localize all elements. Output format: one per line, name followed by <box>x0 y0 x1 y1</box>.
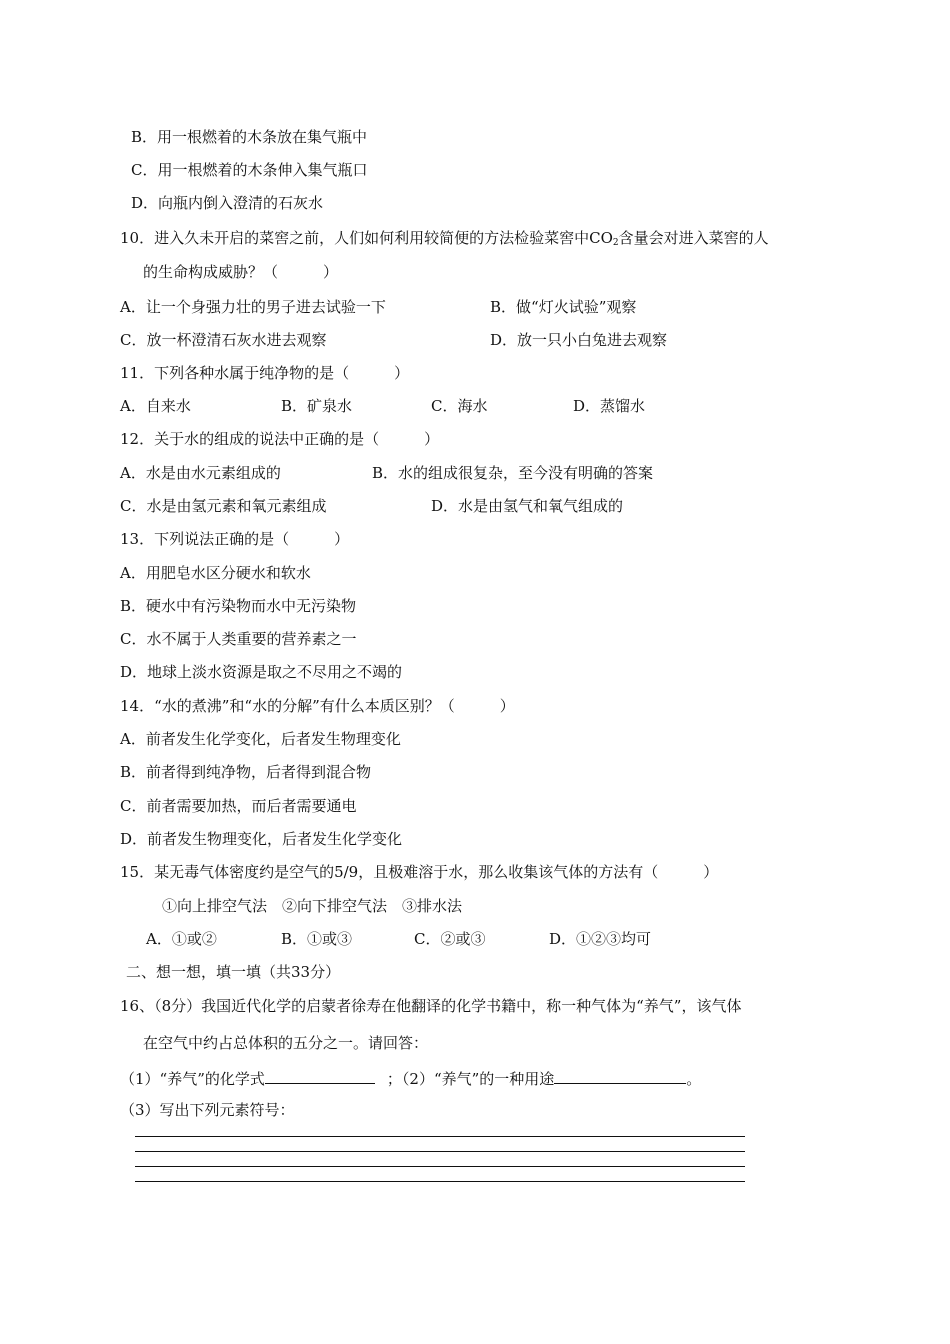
q15-option-a: A．①或② <box>146 930 217 948</box>
q11-option-c: C．海水 <box>431 397 488 415</box>
answer-rule-1 <box>135 1136 745 1137</box>
q14-option-b: B．前者得到纯净物，后者得到混合物 <box>120 763 372 781</box>
q10-subscript: 2 <box>612 238 619 248</box>
q10-stem-b: 含量会对进入菜窖的人 <box>618 229 769 247</box>
q16-stem-cont: 在空气中约占总体积的五分之一。请回答： <box>143 1034 429 1052</box>
q14-option-a: A．前者发生化学变化，后者发生物理变化 <box>120 730 401 748</box>
q15-methods: ①向上排空气法 ②向下排空气法 ③排水法 <box>162 897 463 915</box>
q10-option-a: A．让一个身强力壮的男子进去试验一下 <box>120 298 386 316</box>
q11-stem: 11．下列各种水属于纯净物的是（ ） <box>120 364 410 382</box>
q15-stem: 15．某无毒气体密度约是空气的5/9，且极难溶于水，那么收集该气体的方法有（ ） <box>120 863 719 881</box>
q16-answer-blank-2[interactable] <box>554 1068 686 1084</box>
q16-part1-2 <box>120 1068 701 1088</box>
q12-option-b: B．水的组成很复杂，至今没有明确的答案 <box>372 464 654 482</box>
q10-option-d: D．放一只小白兔进去观察 <box>490 331 668 349</box>
q15-option-d: D．①②③均可 <box>549 930 652 948</box>
q16-answer-blank-1[interactable] <box>265 1068 375 1084</box>
q12-option-c: C．水是由氢元素和氧元素组成 <box>120 497 327 515</box>
q10-stem-cont: 的生命构成威胁？（ ） <box>143 263 339 281</box>
q9-option-d: D．向瓶内倒入澄清的石灰水 <box>131 194 324 212</box>
q12-option-a: A．水是由水元素组成的 <box>120 464 281 482</box>
q10-option-c: C．放一杯澄清石灰水进去观察 <box>120 331 327 349</box>
q10-stem <box>120 229 769 252</box>
q11-option-d: D．蒸馏水 <box>573 397 646 415</box>
q14-option-c: C．前者需要加热，而后者需要通电 <box>120 797 357 815</box>
q16-part1-label: （1）“养气”的化学式 <box>120 1070 265 1088</box>
answer-rule-3 <box>135 1166 745 1167</box>
q13-option-c: C．水不属于人类重要的营养素之一 <box>120 630 357 648</box>
q15-option-c: C．②或③ <box>414 930 486 948</box>
q10-stem-a: 10．进入久未开启的菜窖之前，人们如何利用较简便的方法检验菜窖中CO <box>120 229 613 247</box>
answer-rule-2 <box>135 1151 745 1152</box>
q16-end-mark: 。 <box>686 1070 702 1088</box>
q14-stem: 14．“水的煮沸”和“水的分解”有什么本质区别？（ ） <box>120 697 515 715</box>
q12-option-d: D．水是由氢气和氧气组成的 <box>431 497 624 515</box>
q9-option-b: B．用一根燃着的木条放在集气瓶中 <box>131 128 368 146</box>
q13-option-a: A．用肥皂水区分硬水和软水 <box>120 564 311 582</box>
q16-part2-label: （2）“养气”的一种用途 <box>401 1070 555 1088</box>
q16-separator: ； <box>386 1070 402 1088</box>
q13-option-d: D．地球上淡水资源是取之不尽用之不竭的 <box>120 663 403 681</box>
q16-part3: （3）写出下列元素符号： <box>120 1101 295 1119</box>
q9-option-c: C．用一根燃着的木条伸入集气瓶口 <box>131 161 368 179</box>
q10-option-b: B．做“灯火试验”观察 <box>490 298 637 316</box>
answer-rule-4 <box>135 1181 745 1182</box>
q15-option-b: B．①或③ <box>281 930 353 948</box>
q11-option-a: A．自来水 <box>120 397 191 415</box>
q13-option-b: B．硬水中有污染物而水中无污染物 <box>120 597 357 615</box>
q11-option-b: B．矿泉水 <box>281 397 353 415</box>
q12-stem: 12．关于水的组成的说法中正确的是（ ） <box>120 430 440 448</box>
section-2-heading: 二、想一想，填一填（共33分） <box>126 963 341 981</box>
q16-stem: 16、（8分）我国近代化学的启蒙者徐寿在他翻译的化学书籍中，称一种气体为“养气”，该气体 <box>120 997 742 1015</box>
q14-option-d: D．前者发生物理变化，后者发生化学变化 <box>120 830 403 848</box>
q13-stem: 13．下列说法正确的是（ ） <box>120 530 350 548</box>
